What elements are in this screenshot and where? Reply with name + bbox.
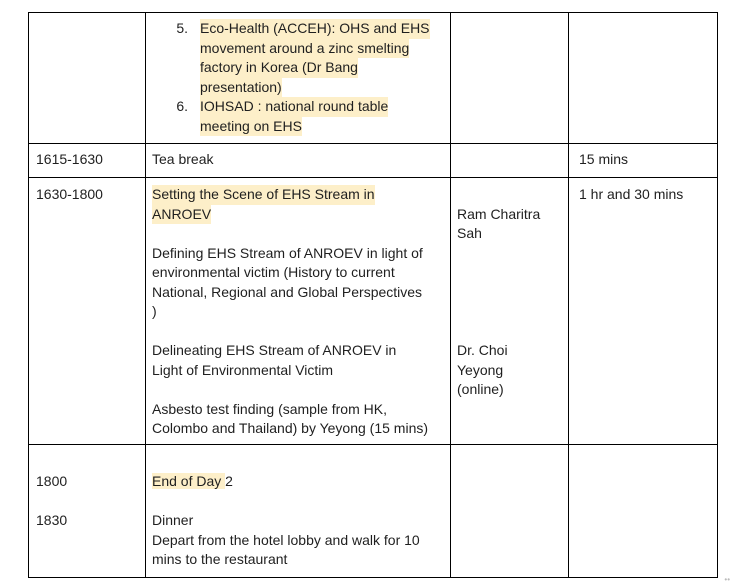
session-title: Setting the Scene of EHS Stream in (152, 185, 375, 205)
list-number: 5. (176, 20, 188, 36)
session-description: ) (152, 303, 157, 319)
time-cell: 1830 (36, 512, 68, 528)
dinner-label: Dinner (152, 512, 194, 528)
list-text: presentation) (200, 78, 282, 98)
end-of-day-number: 2 (225, 473, 233, 489)
speaker-name: Ram Charitra (457, 205, 541, 222)
speaker-name: (online) (457, 381, 504, 397)
speaker-name: Sah (457, 225, 482, 241)
activity-cell: Tea break (152, 151, 214, 167)
row-divider (29, 143, 717, 144)
session-description: Delineating EHS Stream of ANROEV in (152, 342, 397, 358)
column-divider (145, 13, 146, 577)
list-number: 6. (176, 98, 188, 114)
duration-cell: 15 mins (579, 151, 629, 167)
speaker-name: Yeyong (457, 361, 504, 378)
session-description: environmental victim (History to current (152, 264, 395, 280)
session-description: Light of Environmental Victim (152, 361, 334, 378)
session-description: Asbesto test finding (sample from HK, (152, 400, 387, 417)
dinner-description: Depart from the hotel lobby and walk for 10 (152, 531, 420, 548)
duration-cell: 1 hr and 30 mins (579, 186, 684, 202)
list-text: factory in Korea (Dr Bang (200, 58, 358, 78)
list-text: movement around a zinc smelting (200, 39, 409, 59)
list-text: Eco-Health (ACCEH): OHS and EHS (200, 19, 430, 39)
end-of-day-text: End of Day (152, 473, 226, 489)
list-text: meeting on EHS (200, 117, 302, 137)
session-title: ANROEV (152, 205, 211, 225)
schedule-table (28, 12, 718, 578)
resize-grip-icon: •• (724, 575, 730, 584)
session-description: National, Regional and Global Perspectives (152, 283, 423, 300)
session-description: Colombo and Thailand) by Yeyong (15 mins) (152, 420, 429, 436)
dinner-description: mins to the restaurant (152, 551, 288, 567)
end-of-day-label (152, 472, 233, 492)
row-divider (29, 177, 717, 178)
row-divider (29, 444, 717, 445)
time-cell: 1630-1800 (36, 186, 103, 202)
list-text: IOHSAD : national round table (200, 97, 388, 117)
session-description: Defining EHS Stream of ANROEV in light of (152, 244, 423, 261)
column-divider (450, 13, 451, 577)
column-divider (568, 13, 569, 577)
time-cell: 1800 (36, 473, 68, 489)
speaker-name: Dr. Choi (457, 342, 508, 358)
time-cell: 1615-1630 (36, 151, 103, 167)
